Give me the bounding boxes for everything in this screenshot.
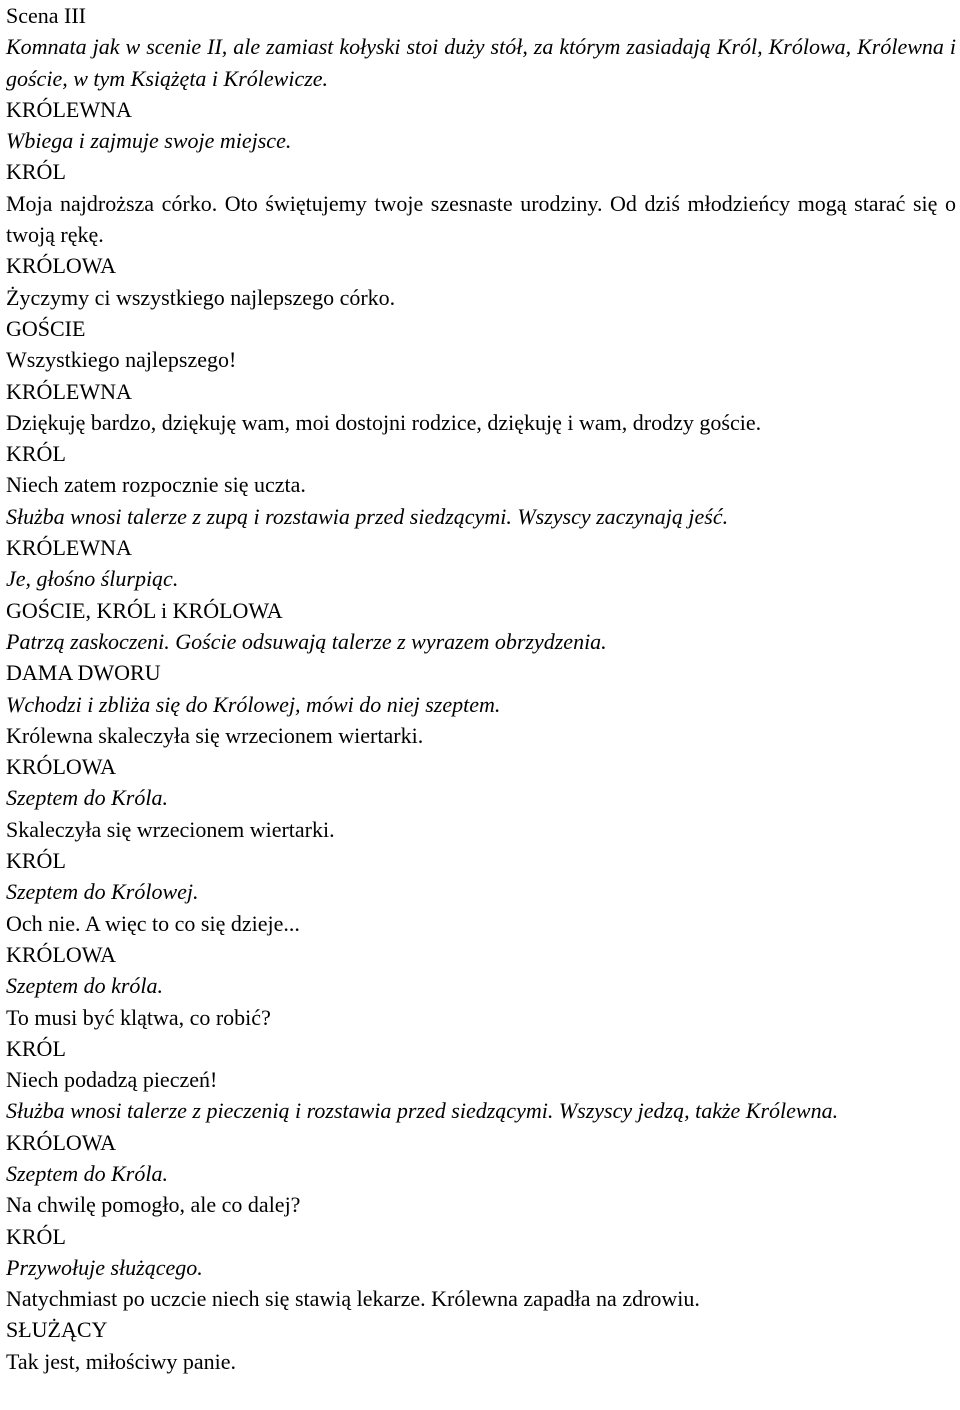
speech-line: Królewna skaleczyła się wrzecionem wiertarki.: [6, 722, 424, 748]
speaker-name: KRÓLOWA: [6, 754, 116, 780]
speaker-name: GOŚCIE, KRÓL i KRÓLOWA: [6, 597, 283, 623]
speech-line: Niech zatem rozpocznie się uczta.: [6, 472, 306, 498]
speaker-name: KRÓLEWNA: [6, 96, 132, 122]
speech-line: Och nie. A więc to co się dzieje...: [6, 910, 300, 936]
speech-line: Skaleczyła się wrzecionem wiertarki.: [6, 816, 335, 842]
speech-line: Niech podadzą pieczeń!: [6, 1067, 218, 1093]
stage-direction: Służba wnosi talerze z zupą i rozstawia przed siedzącymi. Wszyscy zaczynają jeść.: [6, 503, 729, 529]
stage-direction: Szeptem do Króla.: [6, 1160, 168, 1186]
speaker-name: DAMA DWORU: [6, 660, 161, 686]
speech-line: Wszystkiego najlepszego!: [6, 347, 237, 373]
speaker-name: KRÓLOWA: [6, 253, 116, 279]
speaker-name: KRÓL: [6, 159, 66, 185]
stage-direction: Przywołuje służącego.: [6, 1254, 203, 1280]
speaker-name: KRÓLEWNA: [6, 378, 132, 404]
stage-direction: Szeptem do króla.: [6, 973, 164, 999]
stage-direction: Wbiega i zajmuje swoje miejsce.: [6, 128, 292, 154]
stage-direction: Je, głośno ślurpiąc.: [6, 566, 179, 592]
stage-direction: Wchodzi i zbliża się do Królowej, mówi do niej szeptem.: [6, 691, 501, 717]
speech-line: To musi być klątwa, co robić?: [6, 1004, 271, 1030]
scene-title: Scena III: [6, 3, 87, 28]
speaker-name: KRÓL: [6, 1223, 66, 1249]
speaker-name: KRÓL: [6, 848, 66, 874]
speech-line: Na chwilę pomogło, ale co dalej?: [6, 1192, 301, 1218]
speech-line: Dziękuję bardzo, dziękuję wam, moi dostojni rodzice, dziękuję i wam, drodzy goście.: [6, 409, 762, 435]
stage-direction: Szeptem do Królowej.: [6, 879, 199, 905]
speech-line: Moja najdroższa córko. Oto świętujemy twoje szesnaste urodziny. Od dziś młodzieńcy mogą starać się o twoją rękę.: [6, 190, 956, 248]
speaker-name: KRÓL: [6, 441, 66, 467]
speaker-name: SŁUŻĄCY: [6, 1317, 108, 1343]
stage-direction: Służba wnosi talerze z pieczenią i rozstawia przed siedzącymi. Wszyscy jedzą, także Królewna.: [6, 1098, 839, 1124]
speaker-name: KRÓLOWA: [6, 941, 116, 967]
speaker-name: KRÓLEWNA: [6, 535, 132, 561]
speech-line: Życzymy ci wszystkiego najlepszego córko.: [6, 284, 396, 310]
stage-direction: Patrzą zaskoczeni. Goście odsuwają talerze z wyrazem obrzydzenia.: [6, 628, 607, 654]
stage-direction: Szeptem do Króla.: [6, 785, 168, 811]
speaker-name: KRÓL: [6, 1035, 66, 1061]
speaker-name: KRÓLOWA: [6, 1129, 116, 1155]
speech-line: Tak jest, miłościwy panie.: [6, 1348, 237, 1374]
speaker-name: GOŚCIE: [6, 315, 86, 341]
stage-direction: Komnata jak w scenie II, ale zamiast kołyski stoi duży stół, za którym zasiadają Król, Królowa, Królewna i goście, w tym Książęta i Królewicze.: [6, 34, 956, 91]
speech-line: Natychmiast po uczcie niech się stawią lekarze. Królewna zapadła na zdrowiu.: [6, 1286, 700, 1312]
